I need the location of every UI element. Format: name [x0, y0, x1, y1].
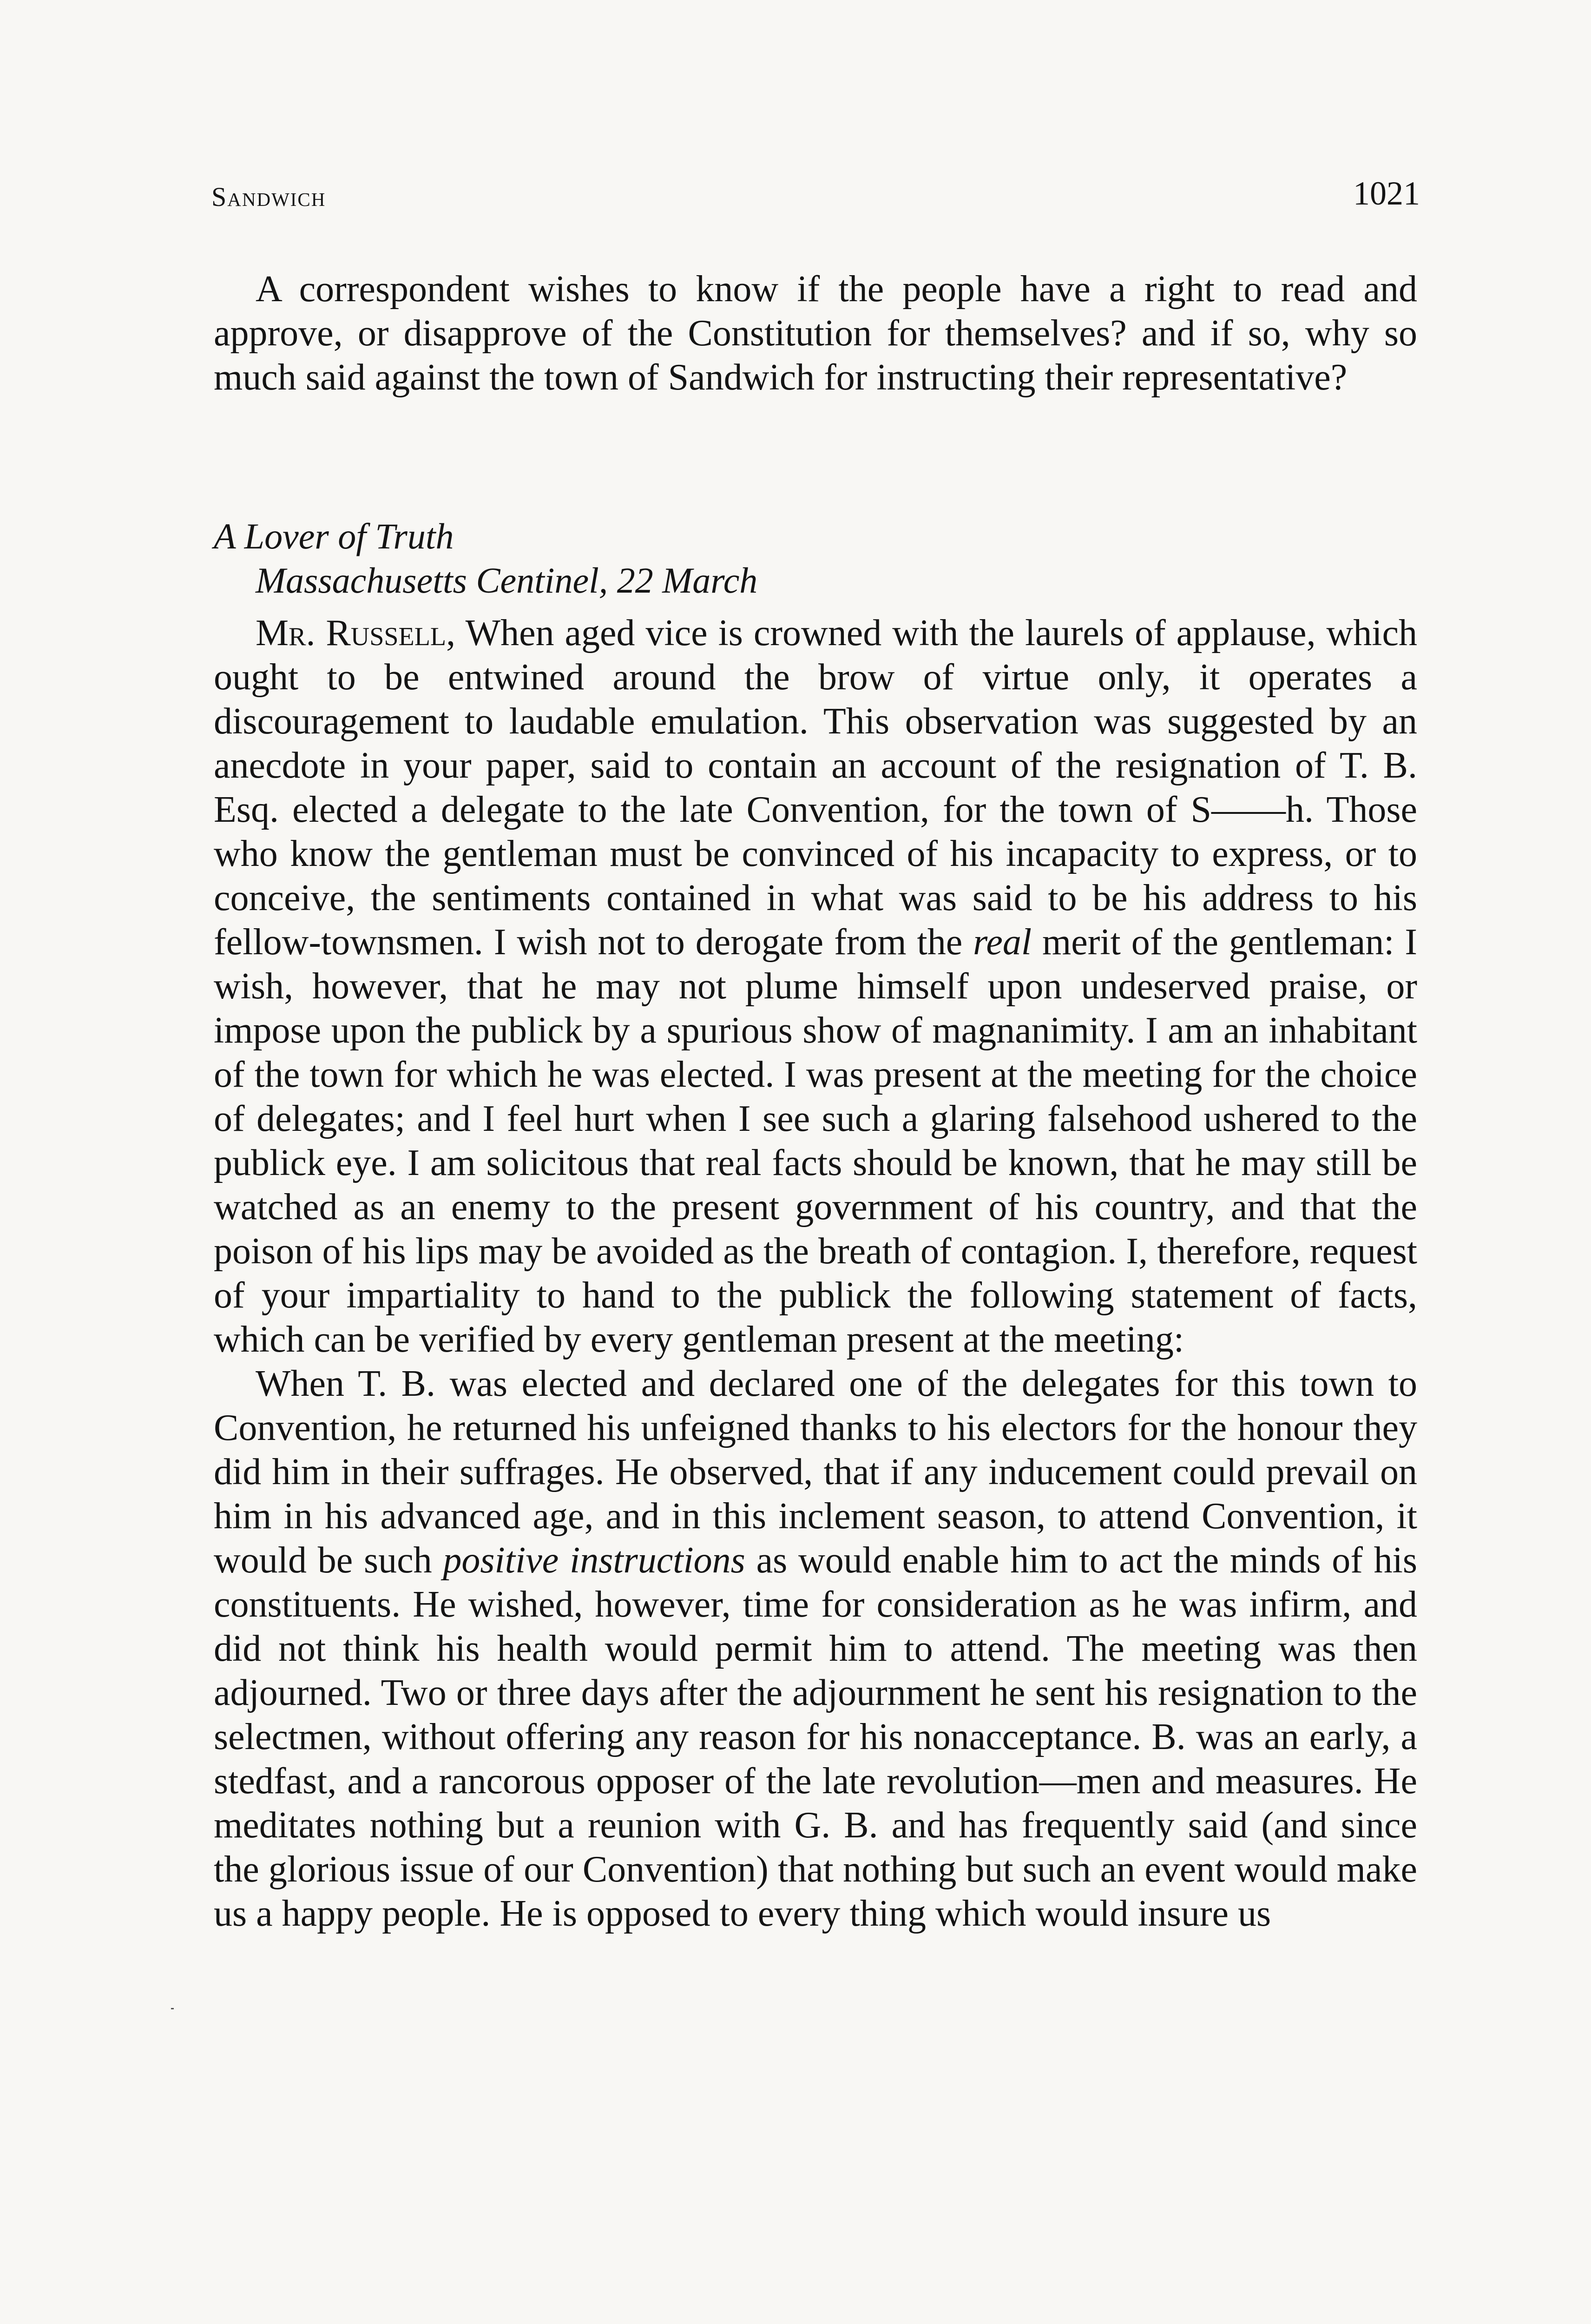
- document-title: A Lover of Truth: [214, 516, 454, 556]
- letter-paragraph-1: [214, 611, 1417, 1362]
- emphasis-positive-instructions: positive instructions: [443, 1540, 745, 1581]
- paragraph-2-text-b: as would enable him to act the minds of his constituents. He wished, however, time for consideration as he was infirm, and did not think his health would permit him to attend. The meeting was then adjourned. Two or three days after the adjournment he sent his resignation to the selectmen, without offering any reason for his nonacceptance. B. was an early, a stedfast, and a rancorous opposer of the late revolution—men and measures. He meditates nothing but a reunion with G. B. and has frequently said (and since the glorious issue of our Convention) that nothing but such an event would make us a happy people. He is opposed to every thing which would insure us: [214, 1540, 1418, 1934]
- page-number: 1021: [1353, 175, 1420, 212]
- salutation: Mr. Russell,: [256, 613, 456, 654]
- publication-line: Massachusetts Centinel, 22 March: [256, 560, 758, 601]
- correspondent-paragraph: A correspondent wishes to know if the people have a right to read and approve, or disapprove of the Constitution for themselves? and if so, why so much said against the town of Sandwich for instructing their representative?: [214, 269, 1417, 398]
- running-head: Sandwich: [211, 182, 326, 212]
- letter-paragraph-2: [214, 1362, 1417, 1936]
- letter-body: [214, 611, 1417, 1936]
- paragraph-1-text-a: When aged vice is crowned with the laurels of applause, which ought to be entwined around the brow of virtue only, it operates a discouragement to laudable emulation. This observation was suggested by an anecdote in your paper, said to contain an account of the resignation of T. B. Esq. elected a delegate to the late Convention, for the town of S——h. Those who know the gentleman must be convinced of his incapacity to express, or to conceive, the sentiments contained in what was said to be his address to his fellow-townsmen. I wish not to derogate from the: [214, 613, 1417, 963]
- correspondent-note: [214, 267, 1417, 400]
- paragraph-2-text-a: When T. B. was elected and declared one of the delegates for this town to Convention, he returned his unfeigned thanks to his electors for the honour they did him in their suffrages. He observed, that if any inducement could prevail on him in his advanced age, and in this inclement season, to attend Convention, it would be such: [214, 1363, 1417, 1581]
- scan-mark: [171, 2008, 174, 2009]
- emphasis-real: real: [973, 922, 1032, 963]
- paragraph-1-text-b: merit of the gentleman: I wish, however, that he may not plume himself upon undeserved praise, or impose upon the publick by a spurious show of magnanimity. I am an inhabitant of the town for which he was elected. I was present at the meeting for the choice of delegates; and I feel hurt when I see such a glaring falsehood ushered to the publick eye. I am solicitous that real facts should be known, that he may still be watched as an enemy to the present government of his country, and that the poison of his lips may be avoided as the breath of contagion. I, therefore, request of your impartiality to hand to the publick the following statement of facts, which can be verified by every gentleman present at the meeting:: [214, 922, 1417, 1360]
